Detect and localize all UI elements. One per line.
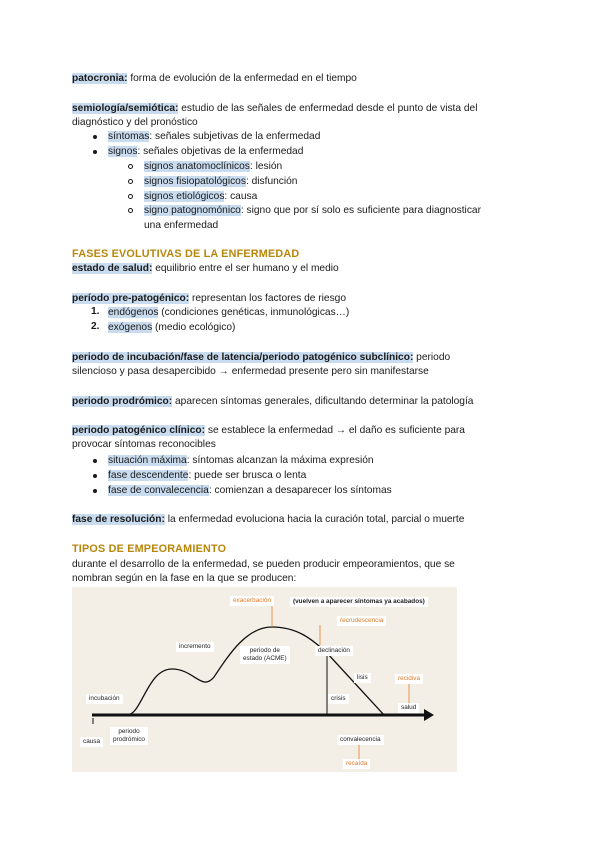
lisis-label: lisis (354, 673, 371, 683)
salud-label: salud (398, 703, 419, 713)
patocronia-term: patocronia: (72, 73, 128, 84)
resolucion-line (72, 513, 464, 526)
item-rest: (medio ecológico) (152, 322, 236, 333)
bullet-term: fase de convalecencia (108, 485, 209, 496)
prodromico-line-1: periodo (118, 728, 140, 735)
section-heading: TIPOS DE EMPEORAMIENTO (72, 543, 227, 555)
item-term: endógenos (108, 307, 159, 318)
semiologia-def: estudio de las señales de enfermedad desde el punto de vista del (178, 103, 478, 114)
patocronia-line (72, 72, 357, 85)
sub-list-item (144, 190, 257, 203)
exacerbacion-label: exacerbación (230, 596, 274, 606)
list-item (108, 306, 349, 319)
convalecencia-label: convalecencia (337, 735, 384, 745)
incubacion-label: incubación (86, 694, 123, 704)
circle-bullet-icon (128, 194, 133, 199)
patocronia-def: forma de evolución de la enfermedad en el tiempo (127, 73, 357, 84)
sub-list-item-cont: una enfermedad (144, 220, 219, 231)
bullet-icon (93, 489, 97, 493)
incremento-label: incremento (176, 642, 214, 652)
bullet-rest: : puede ser brusca o lenta (188, 470, 307, 481)
prodromico-line-2: prodrómico (113, 736, 145, 743)
list-number: 1. (91, 306, 100, 317)
sub-list-item (144, 204, 481, 217)
crisis-label: crisis (328, 694, 349, 704)
bullet-term: síntomas (108, 131, 150, 142)
sub-list-item (144, 175, 297, 188)
circle-bullet-icon (128, 208, 133, 213)
list-item (108, 484, 392, 497)
circle-bullet-icon (128, 164, 133, 169)
bullet-rest: : comienzan a desaparecer los síntomas (208, 485, 392, 496)
prodromico-line (72, 395, 473, 408)
list-item (108, 454, 374, 467)
tipos-line-2: nombran según en la fase en la que se producen: (72, 573, 297, 584)
bullet-icon (93, 150, 97, 154)
prodromico-label (110, 727, 148, 745)
exacerbacion-note: (vuelven a aparecer síntomas ya acabados) (290, 597, 428, 607)
semiologia-term: semiología/semiótica: (72, 103, 179, 114)
list-item (108, 145, 303, 158)
salud-line (72, 262, 339, 275)
incubacion-term: periodo de incubación/fase de latencia/periodo patogénico subclínico: (72, 352, 414, 363)
list-item (108, 130, 320, 143)
acme-line-1: periodo de (249, 647, 280, 654)
prepatogenico-line (72, 292, 346, 305)
semiologia-line (72, 102, 477, 115)
bullet-term: signos (108, 146, 138, 157)
sub-term: signo patognomónico (144, 205, 241, 216)
axis-arrow-icon (424, 709, 434, 721)
bullet-icon (93, 474, 97, 478)
acme-label (240, 646, 290, 664)
sub-term: signos fisiopatológicos (144, 176, 246, 187)
bullet-rest: : señales subjetivas de la enfermedad (149, 131, 321, 142)
bullet-icon (93, 135, 97, 139)
salud-term: estado de salud: (72, 263, 153, 274)
prepatogenico-term: período pre-patogénico: (72, 293, 190, 304)
clinico-def: se establece la enfermedad → el daño es suficiente para (205, 425, 465, 436)
prepatogenico-def: representan los factores de riesgo (189, 293, 347, 304)
incubacion-line (72, 351, 450, 364)
bullet-rest: : síntomas alcanzan la máxima expresión (186, 455, 374, 466)
recaida-label: recaída (343, 759, 370, 769)
sub-rest: : lesión (249, 161, 283, 172)
salud-def: equilibrio entre el ser humano y el medio (152, 263, 339, 274)
sub-term: signos etiológicos (144, 191, 225, 202)
incubacion-line-2: silencioso y pasa desapercibido → enfermedad presente pero sin manifestarse (72, 366, 429, 377)
evolution-diagram (72, 587, 457, 772)
sub-list-item (144, 160, 282, 173)
prodromico-term: periodo prodrómico: (72, 396, 173, 407)
bullet-term: situación máxima (108, 455, 187, 466)
sub-rest: : causa (224, 191, 258, 202)
semiologia-def-2: diagnóstico y del pronóstico (72, 117, 198, 128)
item-term: exógenos (108, 322, 153, 333)
prodromico-def: aparecen síntomas generales, dificultando determinar la patología (172, 396, 474, 407)
sub-rest: : signo que por sí solo es suficiente para diagnosticar (240, 205, 481, 216)
resolucion-def: la enfermedad evoluciona hacia la curación total, parcial o muerte (164, 514, 465, 525)
clinico-line (72, 424, 465, 437)
bullet-icon (93, 459, 97, 463)
causa-label: causa (80, 737, 103, 747)
clinico-term: periodo patogénico clínico: (72, 425, 206, 436)
recidiva-label: recidiva (395, 674, 423, 684)
list-number: 2. (91, 321, 100, 332)
list-item (108, 469, 306, 482)
resolucion-term: fase de resolución: (72, 514, 165, 525)
recrudescencia-label: recrudescencia (337, 616, 386, 626)
circle-bullet-icon (128, 179, 133, 184)
bullet-term: fase descendente (108, 470, 189, 481)
item-rest: (condiciones genéticas, inmunológicas…) (158, 307, 350, 318)
acme-line-2: estado (ACME) (243, 655, 287, 662)
section-heading: FASES EVOLUTIVAS DE LA ENFERMEDAD (72, 248, 300, 260)
tipos-line-1: durante el desarrollo de la enfermedad, se pueden producir empeoramientos, que se (72, 559, 455, 570)
sub-rest: : disfunción (245, 176, 298, 187)
list-item (108, 321, 235, 334)
incubacion-def: periodo (413, 352, 451, 363)
clinico-line-2: provocar síntomas reconocibles (72, 439, 216, 450)
bullet-rest: : señales objetivas de la enfermedad (137, 146, 304, 157)
sub-term: signos anatomoclínicos (144, 161, 250, 172)
declinacion-label: declinación (315, 646, 353, 656)
